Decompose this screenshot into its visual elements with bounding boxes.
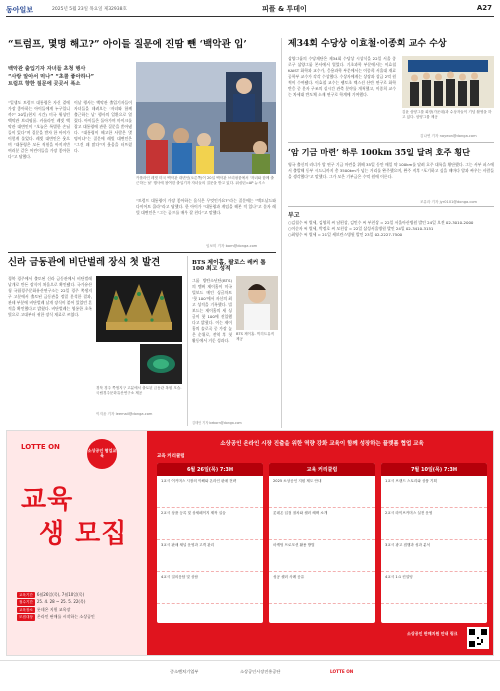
ad-schedule-row: 롯데온 입점 절차와 셀러 혜택 소개 bbox=[269, 508, 375, 540]
article1-subhead: 백악관 출입기자 자녀들 초청 행사 “사랑 알아서 먹나” “초콜 좋아하나” 트럼프 향한 질문에 곳곳서 폭소 bbox=[8, 66, 95, 88]
ad-sponsor-footer bbox=[0, 660, 500, 688]
qr-code-icon[interactable] bbox=[467, 627, 489, 649]
ad-schedule-row: 2교시 라이브커머스 실전 운영 bbox=[381, 508, 487, 540]
column-divider bbox=[281, 38, 282, 428]
award-ceremony-image bbox=[402, 56, 494, 108]
ad-column-head: 교육 커리큘럼 bbox=[269, 463, 375, 476]
ad-schedule-row: 4교시 1:1 컨설팅 bbox=[381, 572, 487, 604]
ad-title-line-1: 교육 bbox=[21, 485, 74, 515]
issue-date: 2025년 5월 23일 목요일 제32938호 bbox=[52, 7, 127, 12]
ad-schedule-row: 3교시 광고 집행과 성과 분석 bbox=[381, 540, 487, 572]
article3-body: 영국 출신의 러너가 암 연구 기금 마련을 위해 35일 동안 매일 약 100km를 달려 호주 대륙을 횡단했다. 그는 서부 퍼스에서 출발해 동부 시드니까지 총 3500km가 넘는 거리를 완주했으며, 완주 직후 “포기하고 싶을 때마다 암과 싸우는 사람들을 생각했다”고 말했다. 그가 모은 기부금은 수억 원에 이른다. bbox=[288, 162, 494, 180]
ad-schedule-row: 4교시 질의응답 및 상담 bbox=[157, 572, 263, 604]
article4-headline[interactable]: 신라 금동관에 비단벌레 장식 첫 발견 bbox=[8, 257, 161, 268]
lotte-on-logo: LOTTE ON bbox=[21, 443, 60, 451]
article3-headline[interactable]: ‘암 기금 마련’ 하루 100km 35일 달려 호주 횡단 bbox=[288, 147, 471, 157]
ad-schedule-row: 성공 셀러 사례 공유 bbox=[269, 572, 375, 604]
column-divider bbox=[187, 256, 188, 426]
page-header bbox=[0, 0, 500, 36]
ad-left-panel bbox=[7, 431, 147, 656]
ad-info-item: 교육장소 롯데온 지원 교육장 bbox=[19, 606, 71, 612]
article1-headline[interactable]: “트럼프, 몇명 해고?” 아이들 질문에 진땀 뺀 ‘백악관 입’ bbox=[8, 39, 247, 50]
article2-body: 삼양그룹의 수당재단은 제34회 수당상 시상식을 22일 서울 종로구 삼양그룹 본사에서 열었다. 기초과학 부문에서는 이효철 KAIST 화학과 교수가, 응용과학 부문에서는 이종희 서울대 재료공학부 교수가 각각 수상했다. 수상자에게는 상장과 상금 2억 원씩이 수여됐다. 이효철 교수는 펨토초 엑스선 산란 연구로 화학 반응 중 분자 구조의 실시간 관측 분야를 개척했고, 이종희 교수는 차세대 반도체 소재 연구로 학계에 기여했다. bbox=[288, 56, 396, 98]
ad-qr-label: 소상공인 판매지원 안내 링크 bbox=[407, 631, 458, 636]
sponsor-lotte-on: LOTTE ON bbox=[330, 669, 354, 674]
obituary-body: ○김철수 씨 별세, 김영희 씨 남편상, 김민수 씨 부친상 = 22일 서울아산병원 발인 24일 오전 02-3010-2000 ○이순자 씨 별세, 박정호 씨 모친상 = 22일 삼성서울병원 발인 24일 02-3410-3151 ○최영수 씨 별세 = 21일 세브란스병원 발인 23일 02-2227-7500 bbox=[288, 220, 474, 238]
article1-body-1: “일생도 트럼프 대통령은 자신 곁에 가장 좋아하는 아이들에게 누구입니까?” 20일(현지 시간) 미국 워싱턴 백악관 브리핑룸. 카롤라인 레빗 백악관 대변인이 “오늘은 특별한 손님들이 있다”며 질문을 받자 한 아이가 이렇게 물었다. 레빗 대변인은 웃으며 “대통령은 모든 직원을 아끼지만 여러분 같은 어린이들을 가장 좋아한다”고 답했다. bbox=[8, 100, 70, 160]
ad-badge: 소상공인 협업교육 bbox=[87, 439, 117, 469]
ad-schedule-title: 교육 커리큘럼 bbox=[157, 454, 185, 459]
ad-info-list bbox=[17, 591, 141, 621]
lotte-on-advertisement[interactable] bbox=[6, 430, 494, 656]
ad-schedule-row: 3교시 판매 채널 운영과 고객 관리 bbox=[157, 540, 263, 572]
obituary-title: 부고 bbox=[288, 212, 300, 219]
article1-body-3: “트럼프 대통령이 가장 좋아하는 음식은 무엇인가요?”라는 질문에는 “맥도날드와 다이어트 콜라”라고 답했다. 한 아이가 “대통령과 게임을 해본 적 있나”고 묻자 레빗 대변인은 “그는 골프를 매우 잘 친다”고 말했다. bbox=[136, 198, 276, 216]
article4-body: 경북 경주에서 출토된 신라 금동관에서 비단벌레 날개로 만든 장식이 처음으로 확인됐다. 국가유산청 국립경주문화유산연구소는 22일 경주 쪽샘지구 고분에서 출토된 금동관을 정밀 분석한 결과, 관테 부분에 비단벌레 날개 장식이 붙어 있었던 흔적을 확인했다고 밝혔다. 비단벌레는 영롱한 초록빛으로 고대부터 귀한 장식 재료로 쓰였다. bbox=[8, 276, 92, 318]
gilt-bronze-crown-image bbox=[96, 276, 182, 342]
section-divider bbox=[288, 206, 494, 207]
article2-headline[interactable]: 제34회 수당상 이효철·이종희 교수 수상 bbox=[288, 39, 447, 49]
article2-photo-caption: 김윤 삼양그룹 회장(가운데)과 수상자들이 기념 촬영을 하고 있다. 삼양그룹 제공 bbox=[402, 110, 492, 120]
ad-schedule-row: 1교시 이커머스 시장의 이해와 온라인 판매 전략 bbox=[157, 476, 263, 508]
article4-photo bbox=[96, 276, 182, 342]
press-briefing-image bbox=[136, 62, 276, 174]
newspaper-logo: 동아일보 bbox=[6, 6, 34, 14]
article5-photo bbox=[236, 276, 278, 330]
article1-photo bbox=[136, 62, 276, 174]
jewel-beetle-wing-image bbox=[140, 344, 182, 384]
article4-photo-caption: 경북 경주 쪽샘지구 고분에서 출토된 금동관 복원 모습. 국립경주문화유산연구소 제공 bbox=[96, 386, 182, 396]
article5-photo-caption: BTS 제이홉. 빅히트뮤직 제공 bbox=[236, 332, 275, 342]
sponsor-agency: 소상공인시장진흥공단 bbox=[240, 669, 281, 674]
ad-column-head: 7월 10일(목) 7:3H bbox=[381, 463, 487, 476]
sponsor-ministry: 중소벤처기업부 bbox=[170, 669, 199, 674]
article5-byline: 김태언 기자 beborn@donga.com bbox=[192, 421, 242, 425]
article3-byline: 조유라 기자 jyr0101@donga.com bbox=[420, 200, 478, 204]
article4-byline: 이지윤 기자 leemail@donga.com bbox=[96, 412, 153, 416]
ad-schedule-row: 1교시 브랜드 스토리와 상품 기획 bbox=[381, 476, 487, 508]
ad-schedule-row: 2025 소상공인 지원 제도 안내 bbox=[269, 476, 375, 508]
section-divider bbox=[288, 142, 494, 143]
ad-schedule-row: 2교시 상품 등록 및 상세페이지 제작 실습 bbox=[157, 508, 263, 540]
jhope-portrait-image bbox=[236, 276, 278, 330]
header-rule bbox=[6, 16, 494, 17]
ad-title-line-2: 생 모집 bbox=[39, 519, 128, 549]
ad-schedule-row: 마케팅 프로모션 활용 방법 bbox=[269, 540, 375, 572]
ad-info-item: 모집대상 온라인 판매를 시작하는 소상공인 bbox=[19, 614, 95, 620]
ad-schedule-column bbox=[381, 463, 487, 623]
article5-headline[interactable]: BTS 제이홉, 팔로스 레커 톱 100 최고 성적 bbox=[192, 260, 266, 273]
ad-column-head: 6월 26일(목) 7:3H bbox=[157, 463, 263, 476]
ad-info-item: 접수기간 25. 4. 28 ~ 25. 5. 22(목) bbox=[19, 599, 86, 605]
ad-banner-text: 소상공인 온라인 시장 진출을 위한 역량 강화 교육이 함께 성장하는 플랫폼 협업 교육 bbox=[220, 441, 424, 447]
article1-byline: 임보미 기자 bom@donga.com bbox=[206, 244, 258, 248]
article1-body-2: 이날 행사는 백악관 출입기자들이 자녀들을 데려오는 ‘자녀와 함께 출근하는 날’ 행사의 일환으로 열렸다. 아이들은 돌아가며 마이크를 잡고 대통령에 관한 질문을 쏟아냈다. “대통령이 해고한 사람은 몇 명이냐”는 질문에 레빗 대변인은 “그건 꽤 많다”며 웃음을 터뜨렸다. bbox=[74, 100, 132, 154]
article2-photo bbox=[402, 56, 494, 108]
article4-detail-photo bbox=[140, 344, 182, 384]
section-divider bbox=[8, 252, 276, 253]
article2-byline: 김나연 기자 nayeon@donga.com bbox=[420, 134, 477, 138]
section-title: 피플 & 투데이 bbox=[262, 5, 307, 13]
article5-body: 그룹 방탄소년단(BTS)의 멤버 제이홉이 미국 빌보드 메인 싱글차트 ‘핫 100’에서 자신의 최고 성적을 기록했다. 빌보드는 제이홉의 새 싱글이 핫 100에 진입했다고 밝혔다. 이는 제이홉의 솔로곡 중 가장 높은 순위로, 전역 후 첫 활동에서 거둔 성과다. bbox=[192, 278, 232, 344]
ad-schedule-column bbox=[157, 463, 263, 623]
article1-photo-caption: 카롤라인 레빗 미국 백악관 대변인(오른쪽)이 20일 백악관 브리핑룸에서 ‘자녀와 함께 출근하는 날’ 행사에 참여한 출입기자 자녀들의 질문을 받고 있다. 워싱턴=AP 뉴시스 bbox=[136, 176, 274, 186]
page-number: A27 bbox=[476, 4, 492, 12]
ad-schedule-column bbox=[269, 463, 375, 623]
ad-info-item: 교육기간 6월26일(목), 7월10일(목) bbox=[19, 592, 85, 597]
